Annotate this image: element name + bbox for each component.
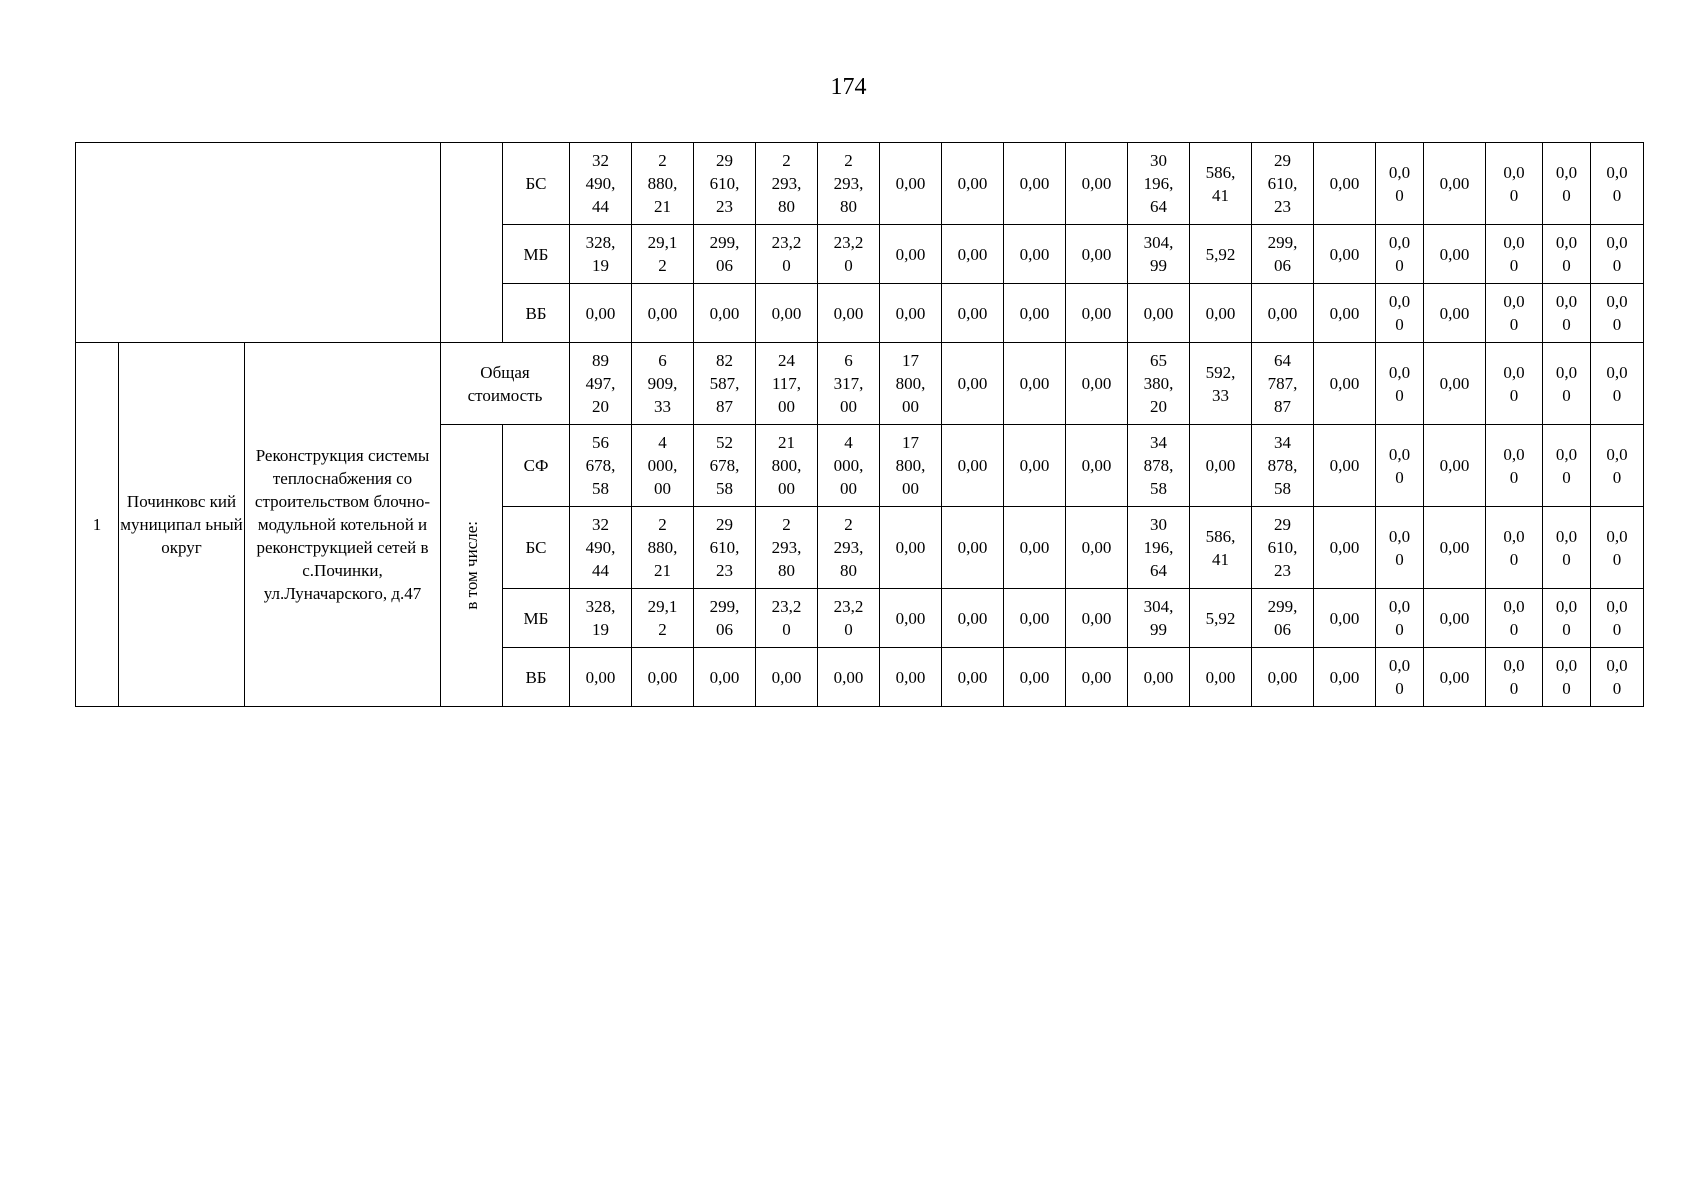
value-cell: 0,0 0 — [1486, 507, 1543, 589]
value-cell: 52 678, 58 — [694, 425, 756, 507]
value-cell: 0,0 0 — [1591, 284, 1644, 343]
value-cell: 0,0 0 — [1543, 284, 1591, 343]
value-cell: 82 587, 87 — [694, 343, 756, 425]
value-cell: 0,0 0 — [1376, 284, 1424, 343]
value-cell: 56 678, 58 — [570, 425, 632, 507]
source-label: ВБ — [503, 648, 570, 707]
value-cell: 2 293, 80 — [818, 143, 880, 225]
value-cell: 0,00 — [1314, 343, 1376, 425]
value-cell: 0,0 0 — [1486, 143, 1543, 225]
value-cell: 304, 99 — [1128, 225, 1190, 284]
value-cell: 0,0 0 — [1486, 343, 1543, 425]
source-label: МБ — [503, 589, 570, 648]
value-cell: 23,2 0 — [818, 589, 880, 648]
value-cell: 0,00 — [1424, 589, 1486, 648]
value-cell: 0,00 — [1424, 143, 1486, 225]
value-cell: 0,0 0 — [1486, 284, 1543, 343]
value-cell: 29 610, 23 — [694, 507, 756, 589]
source-label: СФ — [503, 425, 570, 507]
table-body — [76, 143, 1644, 707]
value-cell: 0,0 0 — [1376, 425, 1424, 507]
value-cell: 6 317, 00 — [818, 343, 880, 425]
table-row — [76, 143, 1644, 225]
value-cell: 328, 19 — [570, 225, 632, 284]
value-cell: 0,00 — [1066, 284, 1128, 343]
value-cell: 0,00 — [1004, 284, 1066, 343]
page-number: 174 — [830, 74, 867, 100]
empty-cell — [76, 143, 441, 343]
value-cell: 0,00 — [756, 284, 818, 343]
value-cell: 0,00 — [570, 648, 632, 707]
value-cell: 0,00 — [818, 648, 880, 707]
value-cell: 0,00 — [1190, 648, 1252, 707]
value-cell: 299, 06 — [1252, 589, 1314, 648]
value-cell: 0,0 0 — [1486, 589, 1543, 648]
including-label — [441, 425, 503, 707]
object-name: Реконструкция системы теплоснабжения со строительством блочно-модульной котельной и реконструкцией сетей в с.Починки, ул.Луначарского, д.47 — [245, 343, 441, 707]
value-cell: 0,00 — [1066, 507, 1128, 589]
value-cell: 23,2 0 — [756, 225, 818, 284]
value-cell: 29 610, 23 — [1252, 143, 1314, 225]
value-cell: 0,00 — [1004, 648, 1066, 707]
value-cell: 0,00 — [1252, 648, 1314, 707]
value-cell: 0,0 0 — [1543, 507, 1591, 589]
total-label: Общая стоимость — [441, 343, 570, 425]
value-cell: 0,00 — [1424, 225, 1486, 284]
value-cell: 0,00 — [1066, 143, 1128, 225]
value-cell: 0,00 — [1128, 284, 1190, 343]
value-cell: 0,00 — [1424, 507, 1486, 589]
value-cell: 2 880, 21 — [632, 507, 694, 589]
value-cell: 0,0 0 — [1486, 225, 1543, 284]
value-cell: 0,0 0 — [1486, 648, 1543, 707]
value-cell: 2 293, 80 — [818, 507, 880, 589]
value-cell: 0,00 — [1314, 589, 1376, 648]
value-cell: 0,0 0 — [1376, 143, 1424, 225]
value-cell: 0,00 — [1066, 425, 1128, 507]
value-cell: 2 293, 80 — [756, 143, 818, 225]
value-cell: 30 196, 64 — [1128, 507, 1190, 589]
value-cell: 29 610, 23 — [694, 143, 756, 225]
value-cell: 0,00 — [1066, 343, 1128, 425]
value-cell: 0,0 0 — [1376, 507, 1424, 589]
value-cell: 586, 41 — [1190, 143, 1252, 225]
including-label-text: в том числе: — [462, 521, 481, 610]
value-cell: 0,00 — [1066, 225, 1128, 284]
value-cell: 0,00 — [942, 143, 1004, 225]
value-cell: 0,00 — [1004, 143, 1066, 225]
value-cell: 0,0 0 — [1376, 589, 1424, 648]
value-cell: 32 490, 44 — [570, 143, 632, 225]
value-cell: 23,2 0 — [756, 589, 818, 648]
value-cell: 586, 41 — [1190, 507, 1252, 589]
value-cell: 328, 19 — [570, 589, 632, 648]
value-cell: 0,00 — [1004, 343, 1066, 425]
value-cell: 0,00 — [570, 284, 632, 343]
value-cell: 299, 06 — [1252, 225, 1314, 284]
value-cell: 0,00 — [942, 284, 1004, 343]
value-cell: 5,92 — [1190, 589, 1252, 648]
value-cell: 0,00 — [756, 648, 818, 707]
value-cell: 299, 06 — [694, 225, 756, 284]
financing-table — [75, 142, 1644, 707]
value-cell: 0,00 — [632, 648, 694, 707]
value-cell: 32 490, 44 — [570, 507, 632, 589]
value-cell: 0,00 — [880, 284, 942, 343]
district-name: Починковс кий муниципал ьный округ — [119, 343, 245, 707]
value-cell: 0,00 — [1314, 284, 1376, 343]
value-cell: 0,00 — [1004, 507, 1066, 589]
value-cell: 4 000, 00 — [632, 425, 694, 507]
value-cell: 0,0 0 — [1543, 225, 1591, 284]
source-label: ВБ — [503, 284, 570, 343]
value-cell: 0,00 — [1424, 343, 1486, 425]
value-cell: 0,0 0 — [1591, 648, 1644, 707]
value-cell: 0,00 — [1004, 589, 1066, 648]
value-cell: 0,0 0 — [1376, 648, 1424, 707]
value-cell: 0,00 — [880, 225, 942, 284]
value-cell: 29,1 2 — [632, 589, 694, 648]
value-cell: 34 878, 58 — [1128, 425, 1190, 507]
value-cell: 299, 06 — [694, 589, 756, 648]
value-cell: 0,00 — [1424, 284, 1486, 343]
value-cell: 0,0 0 — [1543, 648, 1591, 707]
value-cell: 0,0 0 — [1376, 225, 1424, 284]
value-cell: 34 878, 58 — [1252, 425, 1314, 507]
value-cell: 0,00 — [880, 589, 942, 648]
value-cell: 0,00 — [942, 507, 1004, 589]
source-label: БС — [503, 143, 570, 225]
value-cell: 0,0 0 — [1543, 343, 1591, 425]
value-cell: 17 800, 00 — [880, 343, 942, 425]
table-row — [76, 343, 1644, 425]
value-cell: 0,00 — [942, 343, 1004, 425]
value-cell: 29,1 2 — [632, 225, 694, 284]
value-cell: 0,00 — [694, 284, 756, 343]
value-cell: 0,00 — [1252, 284, 1314, 343]
value-cell: 0,00 — [632, 284, 694, 343]
value-cell: 89 497, 20 — [570, 343, 632, 425]
value-cell: 0,0 0 — [1543, 143, 1591, 225]
value-cell: 0,0 0 — [1591, 589, 1644, 648]
value-cell: 0,00 — [1004, 225, 1066, 284]
value-cell: 2 880, 21 — [632, 143, 694, 225]
value-cell: 0,0 0 — [1543, 425, 1591, 507]
source-label: БС — [503, 507, 570, 589]
value-cell: 0,00 — [942, 425, 1004, 507]
value-cell: 0,0 0 — [1486, 425, 1543, 507]
value-cell: 24 117, 00 — [756, 343, 818, 425]
value-cell: 0,00 — [1314, 225, 1376, 284]
value-cell: 0,00 — [1314, 143, 1376, 225]
value-cell: 0,00 — [942, 648, 1004, 707]
value-cell: 0,00 — [880, 143, 942, 225]
value-cell: 0,00 — [1066, 589, 1128, 648]
value-cell: 0,0 0 — [1591, 143, 1644, 225]
value-cell: 592, 33 — [1190, 343, 1252, 425]
value-cell: 5,92 — [1190, 225, 1252, 284]
value-cell: 6 909, 33 — [632, 343, 694, 425]
value-cell: 0,00 — [942, 589, 1004, 648]
value-cell: 0,00 — [1190, 284, 1252, 343]
value-cell: 0,00 — [1314, 507, 1376, 589]
value-cell: 29 610, 23 — [1252, 507, 1314, 589]
value-cell: 0,0 0 — [1543, 589, 1591, 648]
value-cell: 2 293, 80 — [756, 507, 818, 589]
value-cell: 0,00 — [942, 225, 1004, 284]
value-cell: 0,00 — [1424, 425, 1486, 507]
value-cell: 4 000, 00 — [818, 425, 880, 507]
value-cell: 0,00 — [1004, 425, 1066, 507]
value-cell: 0,0 0 — [1591, 507, 1644, 589]
value-cell: 0,0 0 — [1591, 225, 1644, 284]
value-cell: 0,00 — [1314, 648, 1376, 707]
value-cell: 0,0 0 — [1591, 425, 1644, 507]
value-cell: 304, 99 — [1128, 589, 1190, 648]
value-cell: 0,00 — [818, 284, 880, 343]
value-cell: 0,00 — [694, 648, 756, 707]
source-label: МБ — [503, 225, 570, 284]
value-cell: 0,00 — [1314, 425, 1376, 507]
value-cell: 23,2 0 — [818, 225, 880, 284]
row-number: 1 — [76, 343, 119, 707]
value-cell: 0,00 — [880, 648, 942, 707]
value-cell: 0,00 — [1128, 648, 1190, 707]
empty-cell — [441, 143, 503, 343]
value-cell: 0,00 — [880, 507, 942, 589]
value-cell: 17 800, 00 — [880, 425, 942, 507]
value-cell: 0,0 0 — [1591, 343, 1644, 425]
value-cell: 64 787, 87 — [1252, 343, 1314, 425]
value-cell: 0,00 — [1424, 648, 1486, 707]
value-cell: 0,0 0 — [1376, 343, 1424, 425]
value-cell: 65 380, 20 — [1128, 343, 1190, 425]
value-cell: 21 800, 00 — [756, 425, 818, 507]
value-cell: 30 196, 64 — [1128, 143, 1190, 225]
value-cell: 0,00 — [1190, 425, 1252, 507]
value-cell: 0,00 — [1066, 648, 1128, 707]
